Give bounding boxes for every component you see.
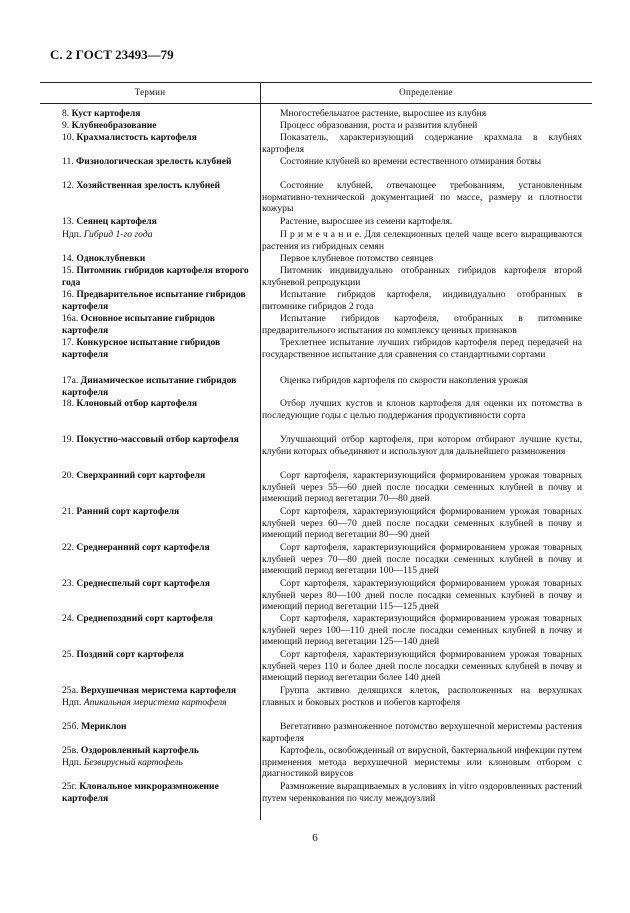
term-number: Ндп. (62, 229, 84, 240)
table-row-term (62, 434, 256, 446)
table-row-definition: Питомник индивидуально отобранных гибридов картофеля второй клубневой репродукции (262, 265, 582, 288)
table-row-definition: Картофель, освобожденный от вирусной, бактериальной инфекции путем применения метода верхушечной меристемы или клоновым отбором с диагностикой вирусов (262, 745, 582, 779)
term-text: Хозяйственная зрелость клубней (76, 180, 221, 191)
term-text: Крахмалистость картофеля (76, 132, 197, 143)
term-number: 14. (62, 253, 77, 264)
table-row-term (62, 120, 256, 132)
term-number: Ндп. (62, 757, 84, 768)
table-row-term (62, 108, 256, 120)
table-row-term (62, 721, 256, 733)
table-row-term (62, 229, 256, 241)
table-row-definition: Сорт картофеля, характеризующийся формированием урожая товарных клубней через 70—80 дней после посадки семенных клубней в почву и имеющий период вегетации 100—115 дней (262, 542, 582, 576)
term-number: 20. (62, 470, 77, 481)
page-number: 6 (312, 832, 318, 844)
table-row-definition: Вегетативно размноженное потомство верхушечной меристемы растения картофеля (262, 721, 582, 744)
table-row-definition: Сорт картофеля, характеризующийся формированием урожая товарных клубней через 60—70 дней после посадки семенных клубней в почву и имеющий период вегетации 80—90 дней (262, 506, 582, 540)
table-row-definition: Растение, выросшее из семени картофеля. (280, 216, 453, 227)
term-text: Покустно-массовый отбор картофеля (76, 434, 239, 445)
table-row-term (62, 613, 256, 625)
term-number: 8. (62, 108, 72, 119)
table-row-definition: Многостебельчатое растение, выросшее из клубня (280, 108, 487, 119)
term-text: Питомник гибридов картофеля второго года (62, 265, 249, 288)
table-row-term (62, 216, 256, 228)
term-number: 23. (62, 578, 77, 589)
table-row-definition: Оценка гибридов картофеля по скорости накопления урожая (280, 375, 528, 386)
term-text: Оздоровленный картофель (80, 745, 199, 756)
term-text: Среднеспелый сорт картофеля (76, 578, 211, 589)
term-number: 21. (62, 506, 77, 517)
term-text: Среднеранний сорт картофеля (76, 542, 210, 553)
table-row-term (62, 180, 256, 192)
term-text: Клубнеобразование (71, 120, 157, 131)
term-text: Основное испытание гибридов картофеля (62, 313, 215, 336)
column-header-term: Термин (134, 87, 166, 97)
table-row-definition: Сорт картофеля, характеризующийся формированием урожая товарных клубней через 80—100 дней после посадки семенных клубней в почву и имеющий период вегетации 115—125 дней (262, 578, 582, 612)
term-text: Конкурсное испытание гибридов картофеля (62, 337, 221, 360)
term-text: Одноклубневки (76, 253, 146, 264)
table-row-term (62, 685, 256, 697)
table-row-term (62, 781, 256, 804)
table-row-definition: Группа активно делящихся клеток, расположенных на верхушках главных и боковых ростков и побегов картофеля (262, 685, 582, 708)
term-text: Сверхранний сорт картофеля (76, 470, 206, 481)
table-row-definition: Улучшающий отбор картофеля, при котором отбирают лучшие кусты, клубни которых объединяют и используют для дальнейшего размножения (262, 434, 582, 457)
table-row-term (62, 265, 256, 288)
table-row-definition: Трехлетнее испытание лучших гибридов картофеля перед передачей на государственное испытание для сравнения со стандартными сортами (262, 337, 582, 360)
term-number: 11. (62, 156, 77, 167)
page-header: С. 2 ГОСТ 23493—79 (50, 47, 174, 62)
column-divider (260, 82, 261, 820)
term-synonym: Безвирусный картофель (83, 757, 183, 768)
table-row-definition: Состояние клубней, отвечающее требованиям, установленным нормативно-технической документацией по массе, размеру и плотности кожуры (262, 180, 582, 214)
table-row-definition: П р и м е ч а н и е. Для селекционных целей чаще всего выращиваются растения из гибридных семян (262, 229, 582, 252)
table-row-term (62, 253, 256, 265)
term-number: Ндп. (62, 697, 84, 708)
term-number: 17а. (62, 375, 81, 386)
term-text: Предварительное испытание гибридов картофеля (62, 289, 246, 312)
term-number: 10. (62, 132, 77, 143)
term-synonym: Апикальная меристема картофеля (83, 697, 227, 708)
term-number: 15. (62, 265, 77, 276)
table-row-definition: Первое клубневое потомство сеянцев (280, 253, 434, 264)
table-row-term (62, 470, 256, 482)
term-text: Клональное микроразмножение картофеля (62, 781, 219, 804)
table-row-definition: Состояние клубней ко времени естественного отмирания ботвы (280, 156, 542, 167)
term-number: 25в. (62, 745, 81, 756)
term-number: 18. (62, 398, 77, 409)
table-row-definition: Показатель, характеризующий содержание крахмала в клубнях картофеля (262, 132, 582, 155)
table-row-definition: Сорт картофеля, характеризующийся формированием урожая товарных клубней через 110 и более дней после посадки семенных клубней в почву и имеющий период вегетации более 140 дней (262, 649, 582, 683)
table-row-definition: Отбор лучших кустов и клонов картофеля для оценки их потомства в последующие годы с целью поддержания продуктивности сорта (262, 398, 582, 421)
term-text: Поздний сорт картофеля (76, 649, 184, 660)
table-row-term (62, 337, 256, 360)
table-header (40, 82, 592, 104)
table-row-term (62, 757, 256, 769)
term-text: Куст картофеля (71, 108, 141, 119)
term-text: Клоновый отбор картофеля (76, 398, 198, 409)
table-row-term (62, 313, 256, 336)
table-row-term (62, 649, 256, 661)
term-number: 22. (62, 542, 77, 553)
table-row-term (62, 745, 256, 757)
column-header-definition: Определение (399, 87, 453, 97)
term-text: Сеянец картофеля (76, 216, 157, 227)
term-number: 25а. (62, 685, 81, 696)
term-text: Мериклон (81, 721, 127, 732)
term-text: Ранний сорт картофеля (76, 506, 180, 517)
term-number: 16. (62, 289, 77, 300)
term-synonym: Гибрид 1-го года (83, 229, 153, 240)
table-row-term (62, 156, 256, 168)
table-row-term (62, 132, 256, 144)
term-number: 9. (62, 120, 72, 131)
table-row-definition: Сорт картофеля, характеризующийся формированием урожая товарных клубней через 55—60 дней после посадки семенных клубней в почву и имеющий период вегетации 70—80 дней (262, 470, 582, 504)
term-text: Физиологическая зрелость клубней (76, 156, 232, 167)
term-text: Верхушечная меристема картофеля (80, 685, 237, 696)
table-row-term (62, 578, 256, 590)
term-number: 24. (62, 613, 77, 624)
table-row-definition: Испытание гибридов картофеля, индивидуально отобранных в питомнике гибридов 2 года (262, 289, 582, 312)
table-row-definition: Размножение выращиваемых в условиях in vitro оздоровленных растений путем черенкования по числу междоузлий (262, 781, 582, 804)
table-row-definition: Процесс образования, роста и развития клубней (280, 120, 478, 131)
term-text: Динамическое испытание гибридов картофеля (62, 375, 237, 398)
term-number: 13. (62, 216, 77, 227)
term-number: 12. (62, 180, 77, 191)
term-number: 25г. (62, 781, 80, 792)
term-number: 19. (62, 434, 77, 445)
table-row-definition: Сорт картофеля, характеризующийся формированием урожая товарных клубней через 100—110 дней после посадки семенных клубней в почву и имеющий период вегетации 125—140 дней (262, 613, 582, 647)
term-number: 17. (62, 337, 77, 348)
term-number: 25. (62, 649, 77, 660)
term-number: 16а. (62, 313, 81, 324)
table-row-term (62, 542, 256, 554)
table-row-term (62, 697, 256, 709)
table-row-term (62, 398, 256, 410)
table-row-term (62, 289, 256, 312)
table-row-term (62, 375, 256, 398)
table-row-definition: Испытание гибридов картофеля, отобранных в питомнике предварительного испытания по комплексу ценных признаков (262, 313, 582, 336)
term-text: Среднепоздний сорт картофеля (76, 613, 213, 624)
term-number: 25б. (62, 721, 82, 732)
table-row-term (62, 506, 256, 518)
